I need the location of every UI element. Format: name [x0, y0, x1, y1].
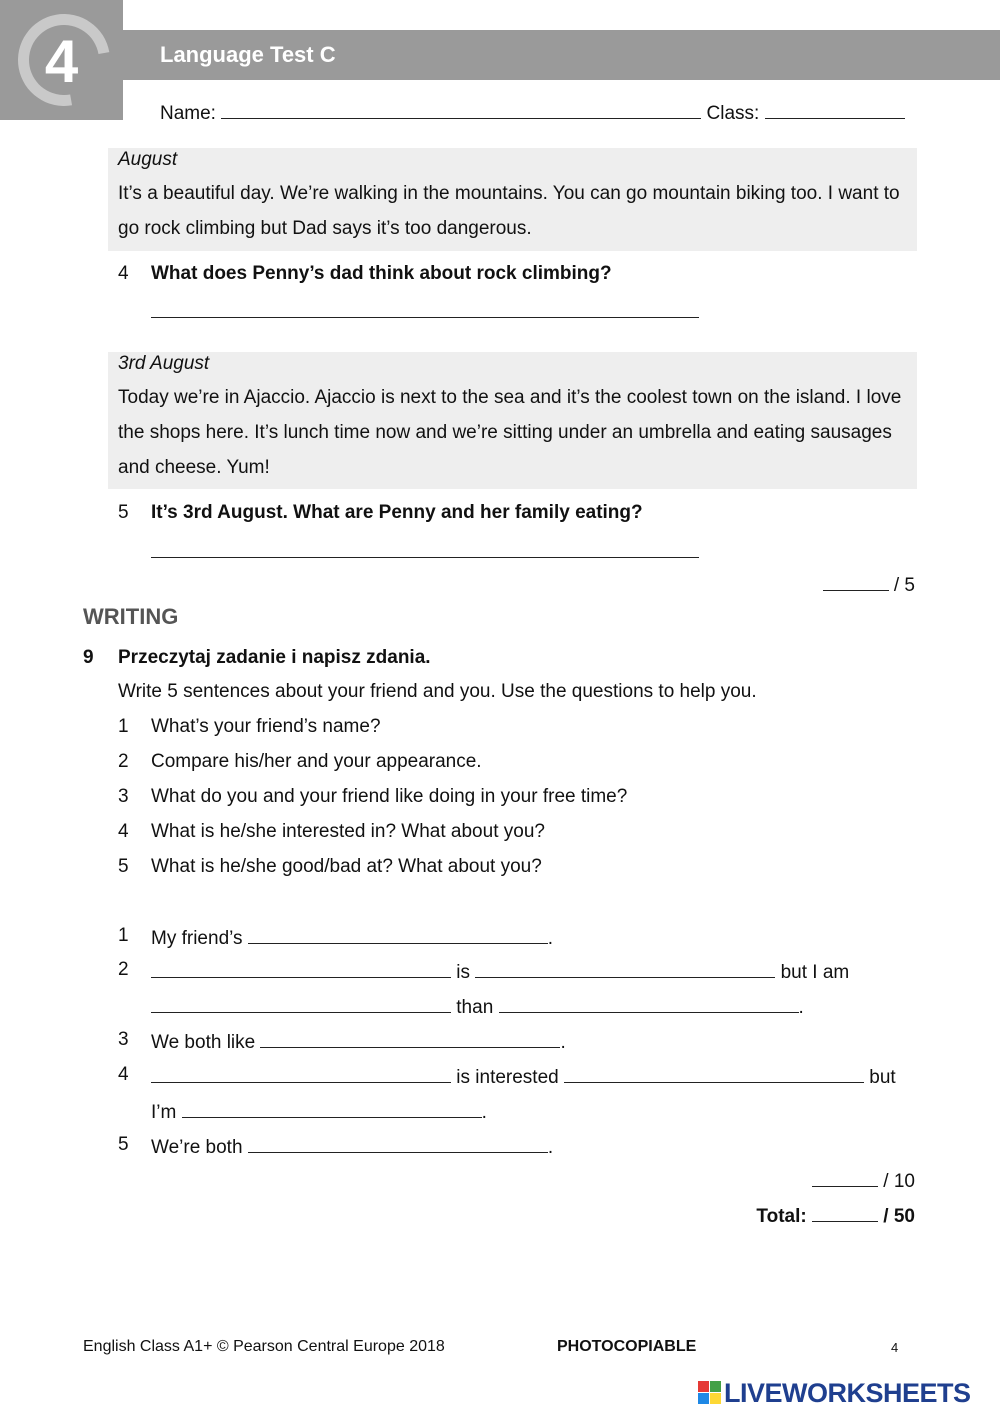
name-class-row: [160, 100, 905, 125]
reading-score-field[interactable]: [823, 572, 889, 591]
writing-score-max: / 10: [883, 1171, 915, 1192]
prompt-number: 1: [118, 716, 129, 737]
question-5-text: It’s 3rd August. What are Penny and her family eating?: [151, 502, 643, 523]
answer-2-blank-c[interactable]: [151, 994, 451, 1013]
entry-text: It’s a beautiful day. We’re walking in the mountains. You can go mountain biking too. I want to go rock climbing but Dad says it’s too dangerous.: [118, 183, 900, 239]
prompt-text: What do you and your friend like doing in your free time?: [151, 786, 628, 807]
diary-entry-3rd-august: [108, 352, 917, 489]
class-field[interactable]: [765, 100, 905, 119]
footer-photocopiable: PHOTOCOPIABLE: [557, 1338, 697, 1355]
prompt-text: What is he/she interested in? What about you?: [151, 821, 545, 842]
answer-4-row-cont: [151, 1099, 487, 1124]
answer-2-blank-a[interactable]: [151, 959, 451, 978]
entry-text: Today we’re in Ajaccio. Ajaccio is next to the sea and it’s the coolest town on the island. I love the shops here. It’s lunch time now and we’re sitting under an umbrella and eating sausages and cheese. Yum!: [118, 387, 902, 478]
prompt-text: Compare his/her and your appearance.: [151, 751, 482, 772]
answer-text: We’re both: [151, 1137, 243, 1158]
title-bar: [123, 30, 1000, 80]
answer-4-blank-c[interactable]: [182, 1099, 482, 1118]
question-5-number: 5: [118, 502, 129, 523]
total-score: [756, 1203, 915, 1228]
question-4-number: 4: [118, 263, 129, 284]
total-score-field[interactable]: [812, 1203, 878, 1222]
answer-text: is interested: [456, 1067, 559, 1088]
page-title: Language Test C: [160, 42, 336, 67]
answer-3-row: [151, 1029, 566, 1054]
answer-2-blank-b[interactable]: [475, 959, 775, 978]
question-4-answer-line[interactable]: [151, 300, 699, 318]
answer-text: is: [456, 962, 471, 983]
prompt-number: 2: [118, 751, 129, 772]
answer-5-row: [151, 1134, 553, 1159]
answer-text: We both like: [151, 1032, 256, 1053]
prompt-text: What is he/she good/bad at? What about you?: [151, 856, 542, 877]
unit-badge: [0, 0, 123, 120]
task-number: 9: [83, 647, 94, 668]
section-heading-writing: WRITING: [83, 604, 179, 629]
answer-text: but I am: [780, 962, 850, 983]
answer-1-blank[interactable]: [248, 925, 548, 944]
answer-3-blank[interactable]: [260, 1029, 560, 1048]
answer-4-row: [151, 1064, 896, 1089]
prompt-number: 5: [118, 856, 129, 877]
reading-score: [823, 572, 915, 597]
answer-text: My friend’s: [151, 928, 243, 949]
unit-number: 4: [44, 28, 79, 95]
answer-2-row: [151, 959, 849, 984]
answer-punct: .: [547, 928, 554, 949]
diary-entry-august: [108, 148, 917, 251]
name-field[interactable]: [221, 100, 701, 119]
answer-punct: .: [547, 1137, 554, 1158]
answer-4-blank-a[interactable]: [151, 1064, 451, 1083]
answer-text: I’m: [151, 1102, 177, 1123]
question-5-answer-line[interactable]: [151, 540, 699, 558]
answer-4-blank-b[interactable]: [564, 1064, 864, 1083]
writing-score-field[interactable]: [812, 1168, 878, 1187]
liveworksheets-logo-icon: [698, 1381, 722, 1405]
class-label: Class:: [706, 103, 760, 124]
answer-2-blank-d[interactable]: [499, 994, 799, 1013]
entry-date: August: [118, 149, 178, 170]
answer-punct: .: [798, 997, 804, 1018]
answer-1-row: [151, 925, 553, 950]
answer-5-blank[interactable]: [248, 1134, 548, 1153]
answer-number: 1: [118, 925, 129, 946]
prompt-text: What’s your friend’s name?: [151, 716, 381, 737]
liveworksheets-logo[interactable]: [698, 1378, 971, 1408]
answer-punct: .: [560, 1032, 566, 1053]
answer-2-row-cont: [151, 994, 804, 1019]
answer-number: 3: [118, 1029, 129, 1050]
page-number: 4: [891, 1340, 899, 1355]
prompt-number: 4: [118, 821, 129, 842]
liveworksheets-logo-text: LIVEWORKSHEETS: [724, 1377, 971, 1408]
answer-punct: .: [481, 1102, 487, 1123]
answer-text: than: [456, 997, 494, 1018]
prompt-number: 3: [118, 786, 129, 807]
answer-text: but: [869, 1067, 896, 1088]
writing-score: [812, 1168, 915, 1193]
task-title: Przeczytaj zadanie i napisz zdania.: [118, 647, 431, 668]
total-label: Total:: [756, 1206, 807, 1227]
name-label: Name:: [160, 103, 216, 124]
answer-number: 4: [118, 1064, 129, 1085]
footer-copyright: English Class A1+ © Pearson Central Europe 2018: [83, 1338, 445, 1355]
answer-number: 2: [118, 959, 129, 980]
task-instruction: Write 5 sentences about your friend and you. Use the questions to help you.: [118, 681, 757, 702]
reading-score-max: / 5: [893, 575, 915, 596]
answer-number: 5: [118, 1134, 129, 1155]
question-4-text: What does Penny’s dad think about rock climbing?: [151, 263, 612, 284]
entry-date: 3rd August: [118, 353, 210, 374]
total-score-max: / 50: [883, 1206, 915, 1227]
